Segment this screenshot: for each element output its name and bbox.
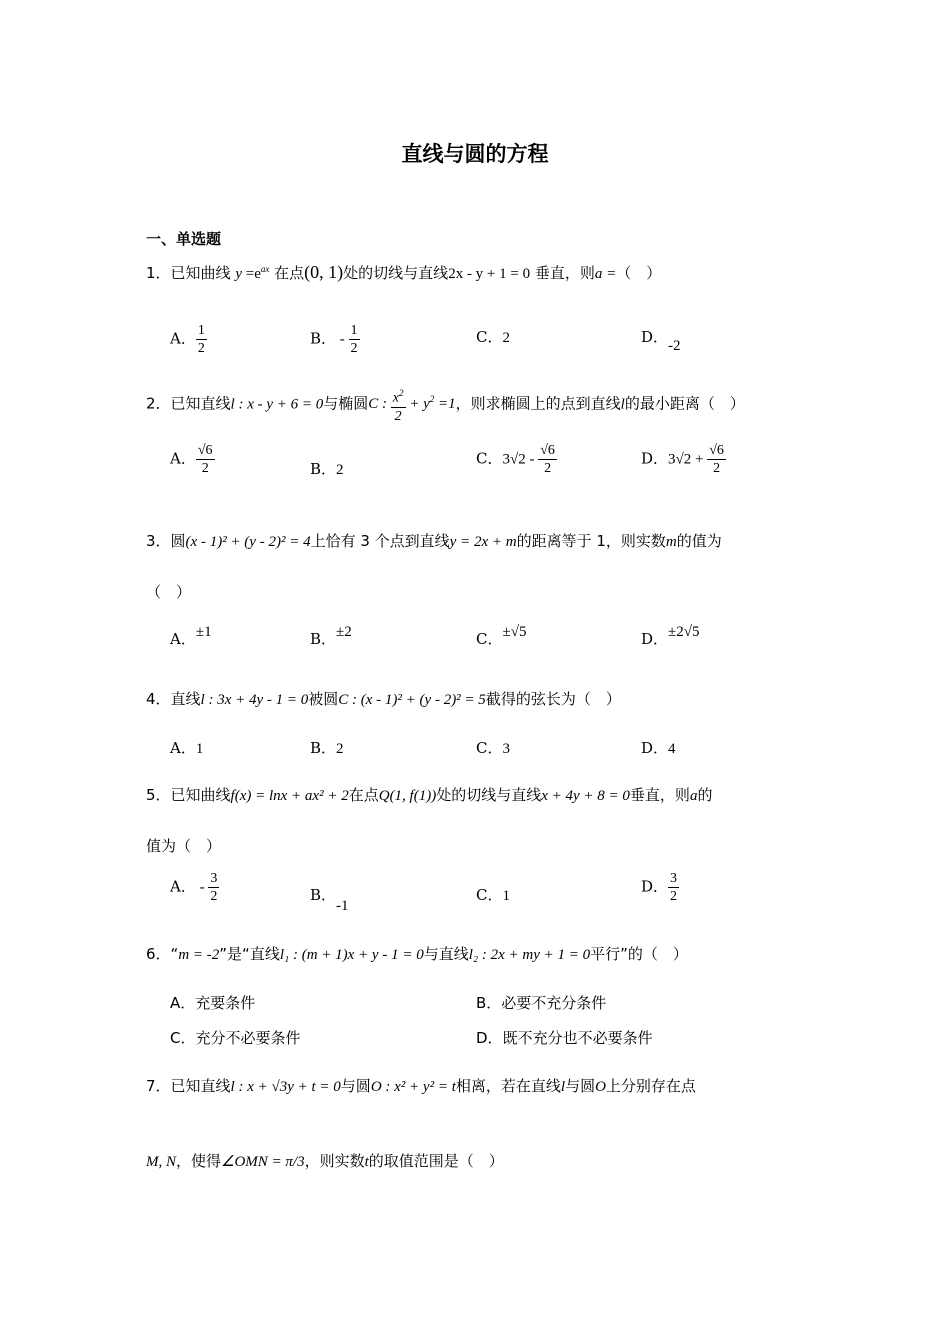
q5-option-a[interactable]: A． - $\frac{3}{2}$ [170, 871, 218, 904]
q7-line2c: 的取值范围是（ ） [368, 1152, 504, 1170]
q4-circle: C : (x - 1)² + (y - 2)² = 5 [338, 692, 486, 708]
q3-circle: (x - 1)² + (y - 2)² = 4 [185, 534, 311, 550]
q2-option-d-value: $\frac{√6}{2}$ [709, 443, 724, 476]
q6-prefix: 6．“ [146, 945, 179, 963]
q5-option-b-value: -1 [336, 898, 349, 914]
q5-point: Q(1, f(1)) [378, 788, 437, 804]
question-3 [146, 530, 722, 551]
q5-option-d-value: $\frac{3}{2}$ [670, 871, 678, 904]
q7-line: l : x + √3y + t = 0 [230, 1079, 341, 1095]
q7-middle2: 与圆 [565, 1077, 596, 1095]
q3-option-b[interactable]: B．±2 [310, 624, 352, 648]
q3-option-a-value: ±1 [195, 624, 212, 640]
q1-option-d-value: -2 [668, 338, 681, 354]
q1-option-b-value: $\frac{1}{2}$ [350, 323, 358, 356]
q3-option-c-value: ±√5 [502, 624, 527, 640]
q5-suffix: 垂直，则 [629, 786, 690, 804]
q5-var: a [689, 788, 698, 804]
q4-suffix: 截得的弦长为（ ） [485, 690, 621, 708]
q7-o: O [595, 1079, 606, 1095]
q1-option-d[interactable]: D．-2 [641, 328, 681, 354]
q1-var: a = [594, 266, 617, 282]
q5-option-c-value: 1 [502, 888, 510, 904]
q2-prefix: 2．已知直线 [146, 394, 231, 413]
q1-blank: （ ） [616, 264, 662, 282]
question-7 [146, 1075, 696, 1096]
q2-option-d[interactable]: D．3√2 + $\frac{√6}{2}$ [641, 443, 724, 476]
q4-option-b-value: 2 [336, 741, 344, 757]
question-7-line2 [146, 1150, 504, 1171]
q3-var: m [665, 534, 677, 550]
q1-suffix: 垂直，则 [534, 264, 595, 282]
q2-middle: 与椭圆 [323, 394, 369, 413]
q1-option-c-value: 2 [502, 330, 510, 346]
q1-option-c[interactable]: C．2 [476, 328, 510, 346]
q1-option-b[interactable]: B． - $\frac{1}{2}$ [310, 323, 358, 356]
q7-middle: 与圆 [340, 1077, 371, 1095]
q4-option-c[interactable]: C．3 [476, 739, 510, 757]
q6-middle2: 与直线 [423, 945, 469, 963]
q6-suffix: 平行”的（ ） [590, 945, 688, 963]
q6-option-a-value: 充要条件 [195, 994, 256, 1012]
q2-option-c[interactable]: C．3√2 - $\frac{√6}{2}$ [476, 443, 555, 476]
q4-option-c-value: 3 [502, 741, 510, 757]
q2-option-a[interactable]: A． $\frac{√6}{2}$ [170, 443, 213, 476]
q2-line: l : x - y + 6 = 0 [230, 396, 324, 413]
q7-points: M, N [146, 1154, 176, 1170]
q2-l: l [620, 396, 625, 413]
q4-option-a-value: 1 [195, 741, 204, 757]
q5-option-c[interactable]: C．1 [476, 886, 510, 904]
q7-t: t [364, 1154, 369, 1170]
q5-prefix: 5．已知曲线 [146, 786, 231, 804]
q5-option-b[interactable]: B．-1 [310, 886, 349, 914]
q6-option-c-value: 充分不必要条件 [195, 1029, 301, 1047]
q3-option-b-value: ±2 [336, 624, 352, 640]
question-6 [146, 943, 688, 964]
section-heading: 一、单选题 [146, 230, 222, 248]
q5-option-d[interactable]: D． $\frac{3}{2}$ [641, 871, 678, 904]
question-1: 1．已知曲线 $y =e^{ax}$ 在点(0, 1)处的切线与直线2x - y + 1 = 0 垂直，则a =（ ） [146, 262, 662, 282]
q4-prefix: 4．直线 [146, 690, 201, 708]
q4-option-d-value: 4 [668, 741, 676, 757]
q5-suffix2: 的 [697, 786, 713, 804]
q7-line2a: ，使得 [176, 1152, 222, 1170]
q3-suffix: 的距离等于 1，则实数 [516, 532, 666, 550]
q3-option-d[interactable]: D．±2√5 [641, 624, 700, 648]
question-4 [146, 688, 621, 709]
q2-suffix: ，则求椭圆上的点到直线 [455, 394, 621, 413]
q7-suffix: 相离，若在直线 [455, 1077, 561, 1095]
q2-option-a-value: $\frac{√6}{2}$ [197, 443, 213, 476]
q3-suffix2: 的值为 [676, 532, 722, 550]
q5-at-point: 在点 [348, 786, 379, 804]
q6-option-d-value: 既不充分也不必要条件 [502, 1029, 653, 1047]
q1-option-a-value: $\frac{1}{2}$ [197, 323, 205, 356]
q4-line: l : 3x + 4y - 1 = 0 [200, 692, 309, 708]
q5-middle: 处的切线与直线 [436, 786, 542, 804]
q7-circle: O : x² + y² = t [370, 1079, 456, 1095]
q6-option-c[interactable]: C．充分不必要条件 [170, 1029, 301, 1047]
q6-option-a[interactable]: A．充要条件 [170, 994, 256, 1012]
q2-ellipse: C : $\frac{x^2}{2}$ + $y^2 =1$ [368, 396, 455, 412]
q5-line2: 值为（ ） [146, 837, 222, 855]
q3-middle: 上恰有 3 个点到直线 [310, 532, 450, 550]
q2-option-c-value: $\frac{√6}{2}$ [540, 443, 555, 476]
q6-l2: l₂ : 2x + my + 1 = 0 [468, 947, 591, 963]
q3-option-d-value: ±2√5 [668, 624, 700, 640]
q6-l1: l₁ : (m + 1)x + y - 1 = 0 [279, 947, 424, 963]
q4-middle: 被圆 [308, 690, 339, 708]
q3-line: y = 2x + m [449, 534, 517, 550]
q7-line2b: ，则实数 [304, 1152, 365, 1170]
q6-option-d[interactable]: D．既不充分也不必要条件 [476, 1029, 653, 1047]
question-5 [146, 784, 712, 805]
q7-suffix2: 上分别存在点 [605, 1077, 696, 1095]
q3-blank: （ ） [146, 583, 192, 601]
q2-option-b[interactable]: B．2 [310, 460, 344, 478]
q6-middle: ”是“直线 [219, 945, 280, 963]
q2-option-b-value: 2 [336, 462, 344, 478]
q4-option-d[interactable]: D．4 [641, 739, 676, 757]
q3-prefix: 3．圆 [146, 532, 186, 550]
q7-angle: ∠OMN = π/3 [221, 1154, 305, 1170]
q6-option-b[interactable]: B．必要不充分条件 [476, 994, 607, 1012]
q1-prefix: 1．已知曲线 [146, 264, 231, 282]
q2-suffix2: 的最小距离（ ） [624, 394, 745, 413]
q7-prefix: 7．已知直线 [146, 1077, 231, 1095]
q6-cond: m = -2 [178, 947, 220, 963]
q5-curve: f(x) = lnx + ax² + 2 [230, 788, 349, 804]
q6-option-b-value: 必要不充分条件 [501, 994, 607, 1012]
q7-l: l [560, 1079, 566, 1095]
q5-line: x + 4y + 8 = 0 [541, 788, 630, 804]
q1-line: 2x - y + 1 = 0 [448, 266, 531, 282]
q4-option-b[interactable]: B．2 [310, 739, 344, 757]
q3-option-c[interactable]: C．±√5 [476, 624, 527, 648]
q1-at-point: 在点 [274, 264, 305, 282]
q1-option-a[interactable]: A． $\frac{1}{2}$ [170, 323, 205, 356]
q1-point: (0, 1) [304, 262, 344, 282]
q3-option-a[interactable]: A．±1 [170, 624, 212, 648]
q5-option-a-value: $\frac{3}{2}$ [210, 871, 218, 904]
page-title: 直线与圆的方程 [401, 142, 549, 166]
question-2 [146, 385, 745, 425]
q1-curve: y [235, 266, 242, 282]
q4-option-a[interactable]: A．1 [170, 739, 204, 757]
q1-middle: 处的切线与直线 [343, 264, 449, 282]
